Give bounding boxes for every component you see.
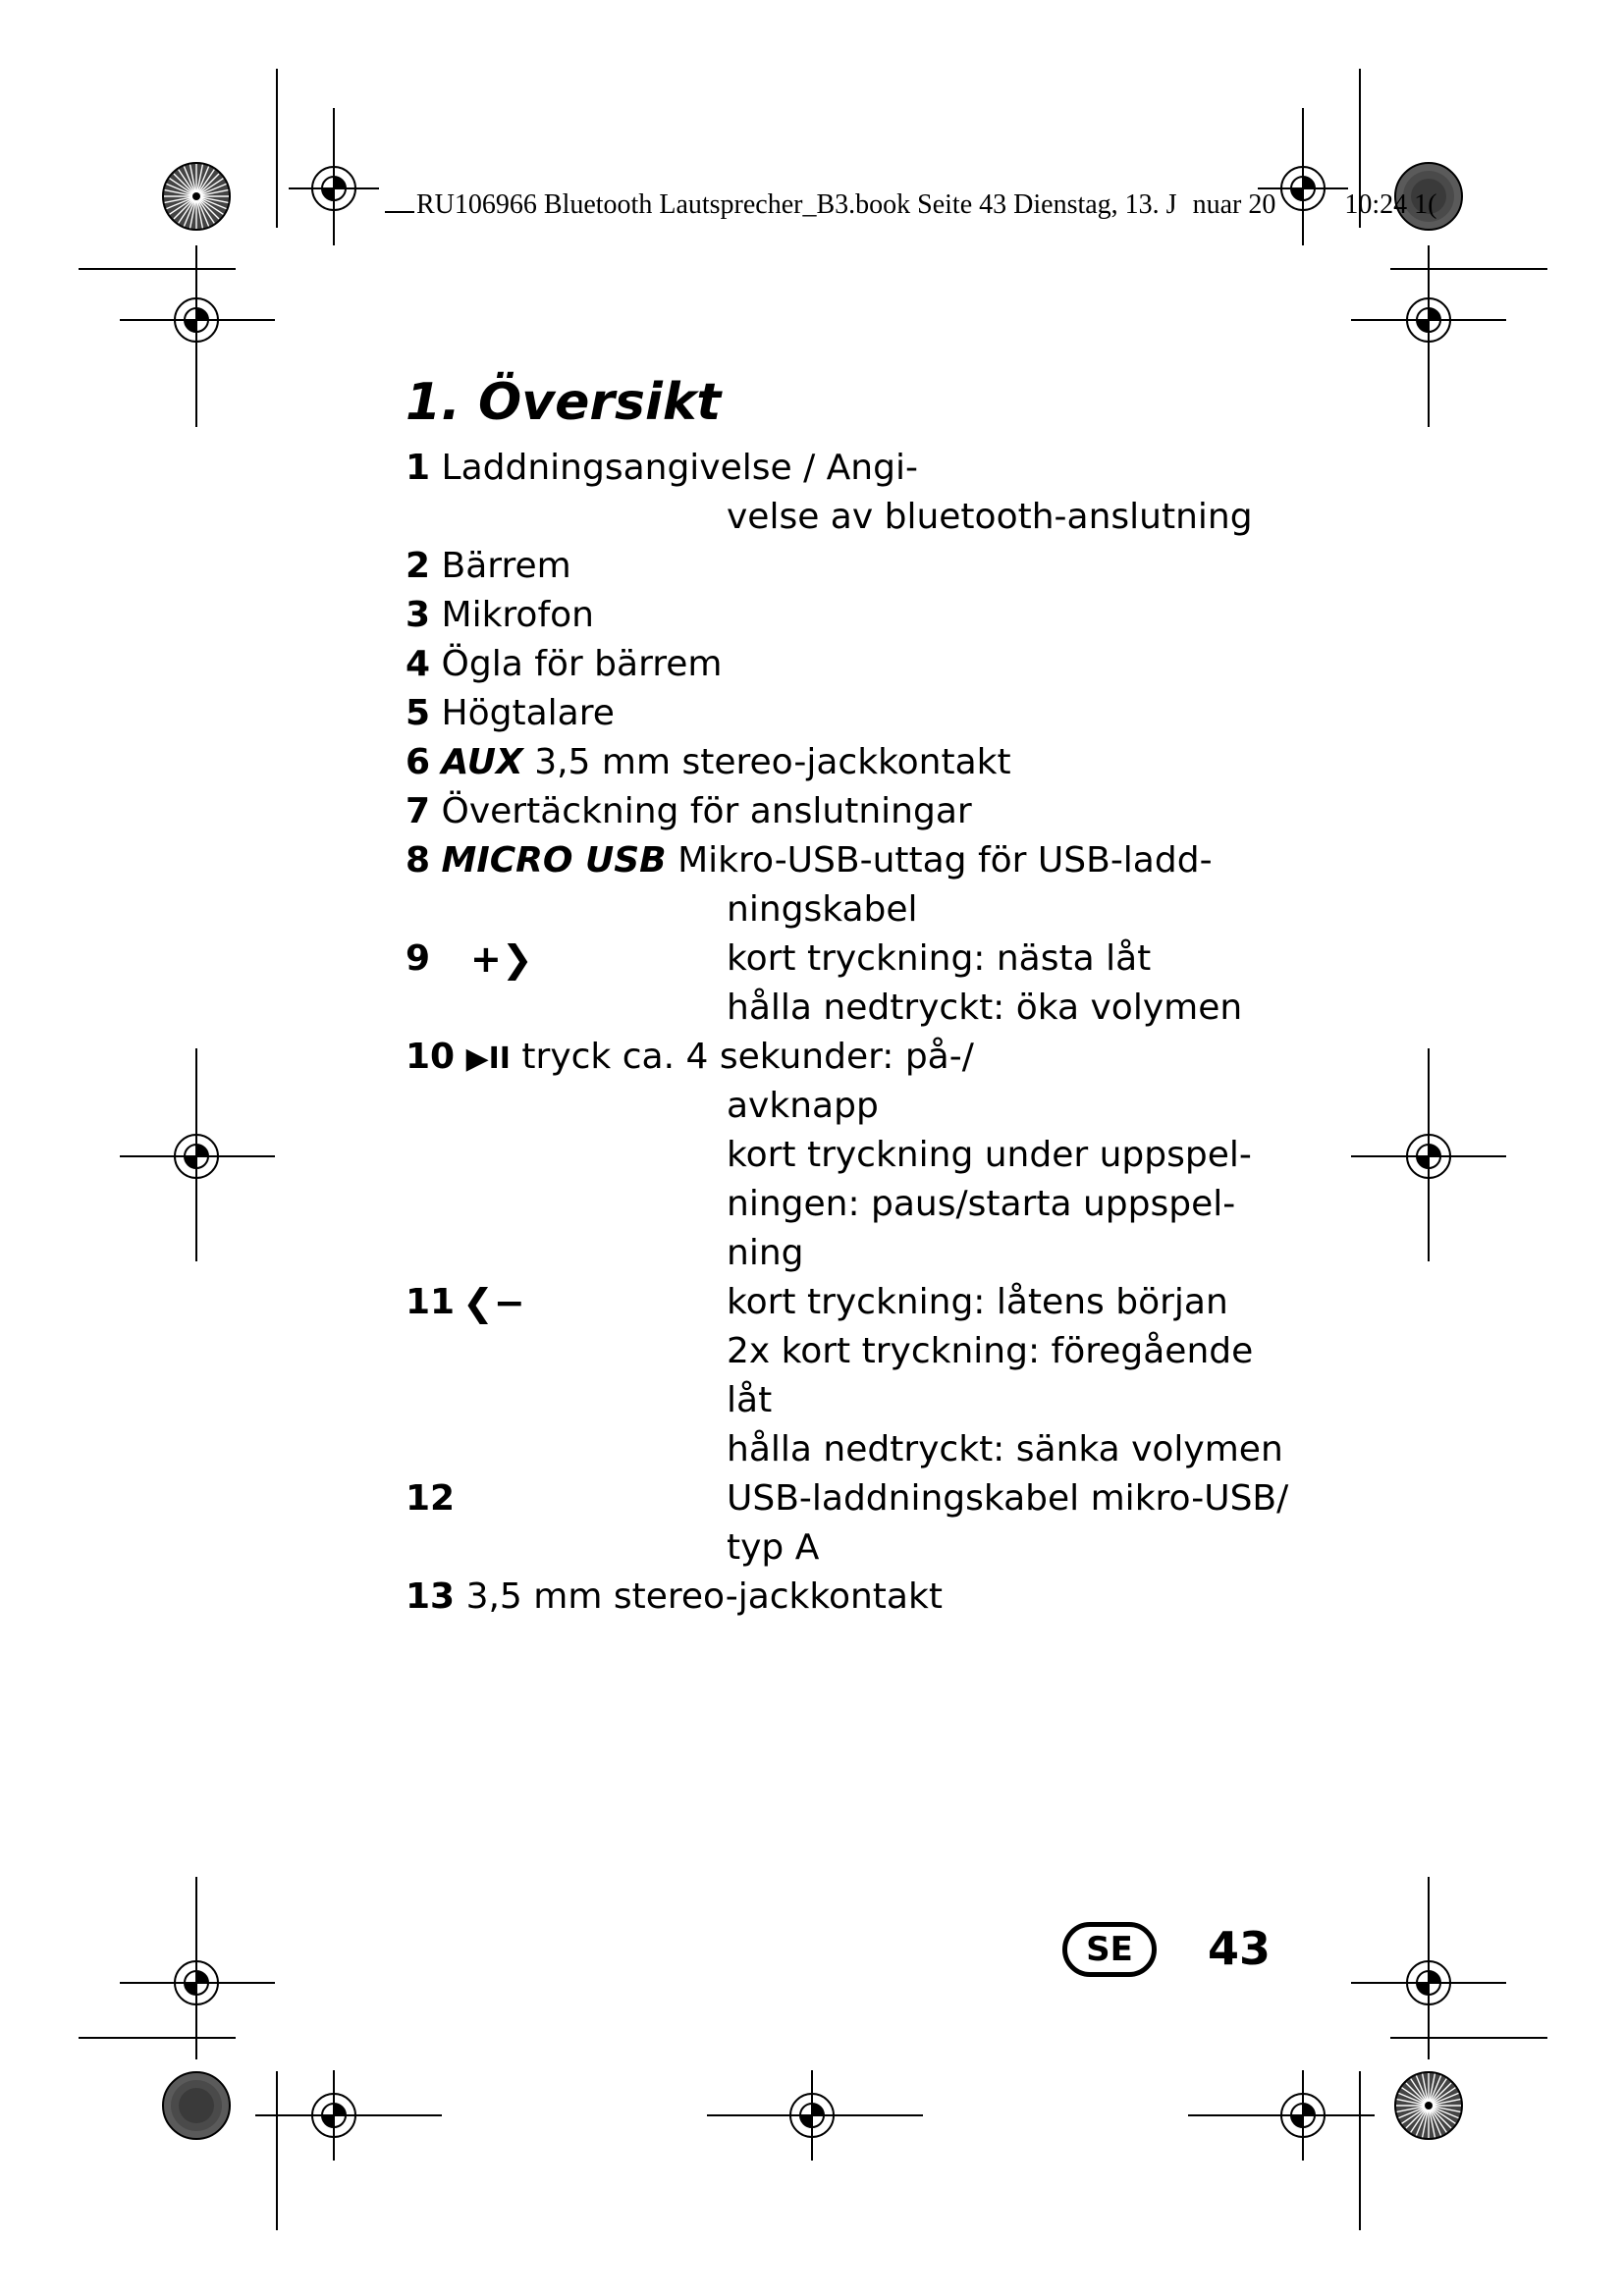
section-title: 1. Översikt — [406, 373, 722, 432]
item-number: 3 — [406, 595, 431, 635]
item-label-micro-usb: MICRO USB — [441, 840, 667, 881]
list-item — [406, 1573, 1289, 1622]
item-text: 3,5 mm stereo-jackkontakt — [465, 1576, 943, 1617]
list-item — [406, 591, 1289, 640]
item-number: 6 — [406, 742, 431, 782]
overview-list — [406, 444, 1289, 1622]
item-number: 8 — [406, 840, 431, 881]
item-number: 7 — [406, 791, 431, 831]
volume-down-previous-icon: ❮− — [462, 1281, 525, 1324]
list-item — [406, 1278, 1289, 1474]
item-number: 13 — [406, 1576, 456, 1617]
item-text: Övertäckning för anslutningar — [441, 791, 972, 831]
list-item — [406, 836, 1289, 934]
item-continuation: ningen: paus/starta uppspel- — [727, 1184, 1236, 1224]
list-item — [406, 640, 1289, 689]
item-number: 11 — [406, 1282, 456, 1322]
item-number: 5 — [406, 693, 431, 733]
registration-starburst-bottom-right — [1395, 2072, 1462, 2139]
item-text: Laddningsangivelse / Angi- — [441, 448, 918, 488]
item-continuation: 2x kort tryckning: föregående — [727, 1331, 1254, 1371]
item-text: kort tryckning: nästa låt — [727, 938, 1152, 979]
play-pause-icon: ▶II — [465, 1041, 511, 1076]
header-time-fragment: 10:24 1( — [1344, 189, 1437, 220]
item-continuation: velse av bluetooth-anslutning — [727, 497, 1253, 537]
registration-disc-bottom-left — [163, 2072, 230, 2139]
header-date-fragment: nuar 20 — [1192, 189, 1276, 220]
item-continuation: ningskabel — [727, 889, 918, 930]
item-number: 4 — [406, 644, 431, 684]
item-number: 1 — [406, 448, 431, 488]
item-text: Mikrofon — [441, 595, 594, 635]
header-underline — [385, 210, 414, 213]
item-text: Ögla för bärrem — [441, 644, 723, 684]
item-text: Mikro-USB-uttag för USB-ladd- — [677, 840, 1213, 881]
item-continuation: avknapp — [727, 1086, 879, 1126]
language-badge: SE — [1062, 1922, 1157, 1977]
list-item — [406, 444, 1289, 542]
page-number: 43 — [1208, 1922, 1272, 1975]
item-number: 2 — [406, 546, 431, 586]
list-item — [406, 542, 1289, 591]
item-label-aux: AUX — [441, 742, 523, 782]
item-continuation: hålla nedtryckt: öka volymen — [727, 988, 1243, 1028]
item-continuation: kort tryckning under uppspel- — [727, 1135, 1252, 1175]
item-text: Bärrem — [441, 546, 571, 586]
volume-up-next-icon: +❯ — [470, 937, 533, 981]
item-continuation: låt — [727, 1380, 773, 1420]
item-text: USB-laddningskabel mikro-USB/ — [727, 1478, 1289, 1519]
item-text: Högtalare — [441, 693, 615, 733]
item-number: 10 — [406, 1037, 456, 1077]
item-continuation: hålla nedtryckt: sänka volymen — [727, 1429, 1283, 1469]
item-text: 3,5 mm stereo-jackkontakt — [534, 742, 1011, 782]
item-continuation: ning — [727, 1233, 804, 1273]
header-source-text: RU106966 Bluetooth Lautsprecher_B3.book Seite 43 Dienstag, 13. J — [416, 189, 1177, 220]
list-item — [406, 738, 1289, 787]
list-item — [406, 1474, 1289, 1573]
print-job-header — [385, 189, 1436, 221]
item-number: 9 — [406, 938, 431, 979]
list-item — [406, 934, 1289, 1033]
list-item — [406, 689, 1289, 738]
list-item — [406, 1033, 1289, 1278]
registration-starburst-top-left — [163, 163, 230, 230]
list-item — [406, 787, 1289, 836]
item-text: tryck ca. 4 sekunder: på-/ — [521, 1037, 974, 1077]
item-number: 12 — [406, 1478, 456, 1519]
item-continuation: typ A — [727, 1527, 820, 1568]
item-text: kort tryckning: låtens början — [727, 1282, 1228, 1322]
